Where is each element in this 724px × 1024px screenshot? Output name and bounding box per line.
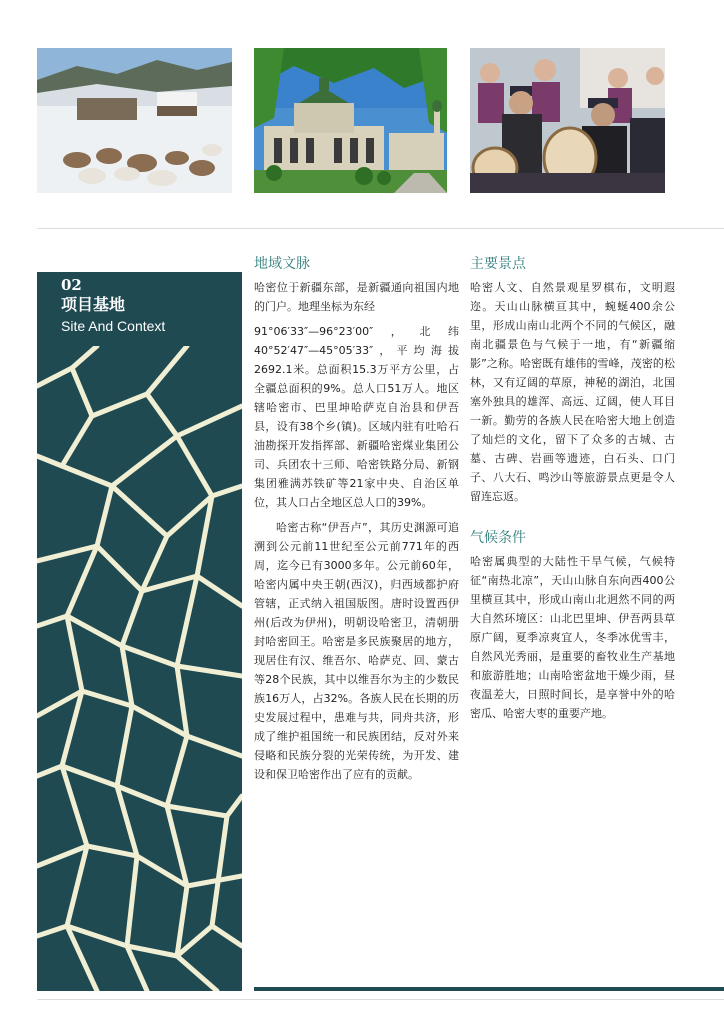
uyghur-musicians-with-drums-photo xyxy=(470,48,665,193)
paragraph-geography: 91°06′33″—96°23′00″，北纬40°52′47″—45°05′33″，平均海拔2692.1米。总面积15.3万平方公里，占全疆总面积的9%。总人口51万人。地区辖哈密市、巴里坤哈萨克自治县和伊吾县，设有38个乡(镇)。区域内驻有吐哈石油勘探开发指挥部、新疆哈密煤业集团公司、兵团农十三师、哈密铁路分局、新钢集团雅满苏铁矿等21家中央、自治区单位，其人口占全地区总人口的39%。 xyxy=(254,325,459,509)
snowy-pasture-with-sheep-photo xyxy=(37,48,232,193)
attractions-climate-column xyxy=(470,254,675,729)
paragraph-attractions: 哈密人文、自然景观星罗棋布，文明遐迩。天山山脉横亘其中，蜿蜒400余公里，形成山南山北两个不同的气候区，融南北疆景色与气候于一地，有“新疆缩影”之称。哈密既有雄伟的雪峰，茂密的松林，又有辽阔的草原，神秘的湖泊，北国塞外独具的雄浑、高远、辽阔，使人耳目一新。勤劳的各族人民在哈密大地上创造了灿烂的文化，留下了众多的古城、古墓、古碑、岩画等遗迹，白石头、口门子、八大石、鸣沙山等旅游景点更是令人留连忘返。 xyxy=(470,281,675,503)
section-title-cn: 项目基地 xyxy=(61,295,126,314)
heading-regional-context: 地域文脉 xyxy=(254,256,310,272)
green-domed-tomb-building-photo xyxy=(254,48,447,193)
top-divider xyxy=(37,228,724,229)
heading-main-attractions: 主要景点 xyxy=(470,256,526,272)
decorative-lattice-pattern xyxy=(37,346,242,991)
section-header xyxy=(37,272,242,346)
bottom-divider xyxy=(37,999,724,1000)
bottom-accent-bar xyxy=(254,987,724,991)
section-number: 02 xyxy=(61,276,82,294)
paragraph-climate: 哈密属典型的大陆性干旱气候，气候特征“南热北凉”，天山山脉自东向西400公里横亘其中，形成山南山北迥然不同的两大自然环境区：山北巴里坤、伊吾两县草原广阔，夏季凉爽宜人，冬季冰优雪丰，自然风光秀丽，是重要的畜牧业生产基地和旅游胜地；山南哈密盆地干燥少雨，昼夜温差大，日照时间长，是享誉中外的哈密瓜、哈密大枣的重要产地。 xyxy=(470,555,675,720)
paragraph-history: 哈密古称“伊吾卢”，其历史渊源可追溯到公元前11世纪至公元前771年的西周，迄今已有3000多年。公元前60年，哈密内属中央王朝(西汉)，归西域都护府管辖，正式纳入祖国版图。唐时设置西伊州(后改为伊州)，明朝设哈密卫，清朝册封哈密回王。哈密是多民族聚居的地方，现居住有汉、维吾尔、哈萨克、回、蒙古等28个民族，其中以维吾尔为主的少数民族16万人，占32%。各族人民在长期的历史发展过程中，患难与共，同舟共济，形成了维护祖国统一和民族团结，反对外来侵略和民族分裂的光荣传统，为开发、建设和保卫哈密作出了应有的贡献。 xyxy=(254,521,459,781)
section-title-en: Site And Context xyxy=(61,318,166,334)
heading-climate: 气候条件 xyxy=(470,530,526,546)
paragraph-location: 哈密位于新疆东部，是新疆通向祖国内地的门户。地理坐标为东经 xyxy=(254,281,459,313)
history-column xyxy=(254,254,459,790)
